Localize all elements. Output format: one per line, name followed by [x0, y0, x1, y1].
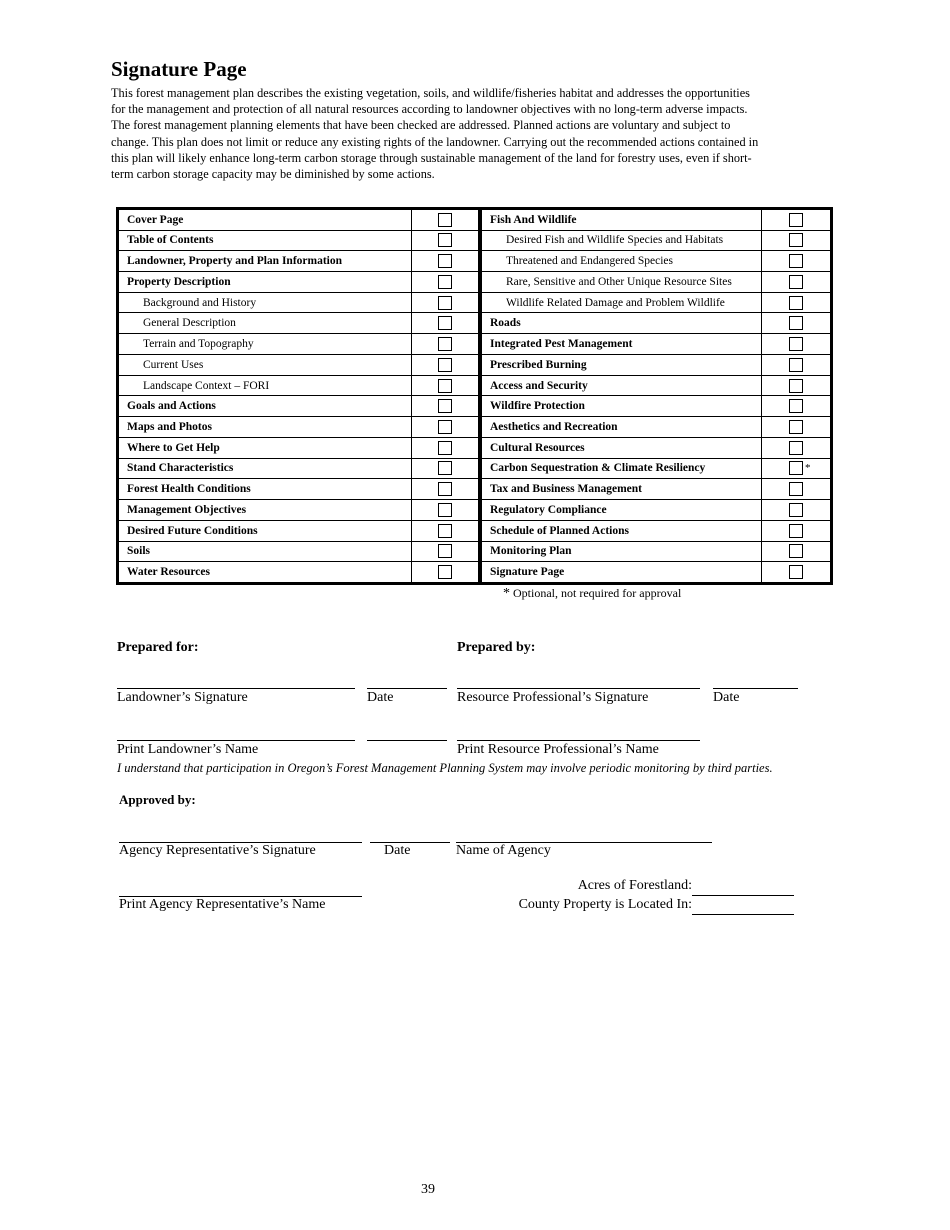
- print-landowner-date-line[interactable]: [367, 740, 447, 741]
- checkbox[interactable]: [438, 503, 452, 517]
- checklist-item-label: Cover Page: [119, 210, 412, 230]
- checklist-item-label: Roads: [482, 313, 762, 334]
- checklist-item-label: Schedule of Planned Actions: [482, 520, 762, 541]
- resource-date-line[interactable]: [713, 688, 798, 689]
- checkbox[interactable]: [438, 482, 452, 496]
- checklist-row: [119, 500, 478, 521]
- checkbox[interactable]: [438, 275, 452, 289]
- optional-note: [503, 586, 681, 602]
- checkbox[interactable]: [789, 358, 803, 372]
- checklist-checkbox-cell: [762, 230, 831, 251]
- checklist-checkbox-cell: [412, 417, 479, 438]
- checklist-checkbox-cell: [762, 562, 831, 582]
- checkbox[interactable]: [789, 254, 803, 268]
- monitoring-note: I understand that participation in Oregon’s Forest Management Planning System may involve periodic monitoring by third parties.: [117, 761, 773, 775]
- checkbox[interactable]: [789, 420, 803, 434]
- county-input-line[interactable]: [692, 914, 794, 915]
- checklist-checkbox-cell: [412, 437, 479, 458]
- checkbox[interactable]: [438, 316, 452, 330]
- checklist-item-label: Maps and Photos: [119, 417, 412, 438]
- checklist-checkbox-cell: [762, 417, 831, 438]
- checklist-row: [482, 396, 830, 417]
- checklist-row: [119, 562, 478, 582]
- checklist-checkbox-cell: [412, 562, 479, 582]
- checklist-item-label: Access and Security: [482, 375, 762, 396]
- checklist-row: [482, 354, 830, 375]
- checklist-checkbox-cell: [762, 334, 831, 355]
- checklist-checkbox-cell: [412, 396, 479, 417]
- checklist-row: [119, 230, 478, 251]
- checklist-row: [119, 334, 478, 355]
- checklist-row: [482, 272, 830, 293]
- checkbox[interactable]: [438, 358, 452, 372]
- checklist-checkbox-cell: [762, 458, 831, 479]
- checklist-item-label: Water Resources: [127, 566, 210, 579]
- county-label: County Property is Located In:: [518, 897, 692, 912]
- prepared-by-heading: Prepared by:: [457, 640, 536, 655]
- checklist-checkbox-cell: [762, 396, 831, 417]
- checklist-checkbox-cell: [412, 354, 479, 375]
- checkbox[interactable]: [438, 379, 452, 393]
- checklist-row: [119, 354, 478, 375]
- checklist-row: [119, 292, 478, 313]
- checklist-item-label: Aesthetics and Recreation: [482, 417, 762, 438]
- checklist-checkbox-cell: [412, 334, 479, 355]
- checklist-row: [119, 417, 478, 438]
- agency-signature-label: Agency Representative’s Signature: [119, 843, 316, 858]
- print-landowner-label: Print Landowner’s Name: [117, 742, 259, 757]
- checklist-item-label: Threatened and Endangered Species: [482, 251, 762, 272]
- checklist-row: [119, 520, 478, 541]
- checkbox[interactable]: [789, 565, 803, 579]
- checkbox[interactable]: [789, 275, 803, 289]
- checklist-item-label: Landowner, Property and Plan Information: [119, 251, 412, 272]
- checklist-checkbox-cell: [412, 272, 479, 293]
- checklist-row: [119, 479, 478, 500]
- checklist-checkbox-cell: [412, 479, 479, 500]
- checklist-item-label: Rare, Sensitive and Other Unique Resource Sites: [482, 272, 762, 293]
- resource-date-label: Date: [713, 690, 740, 705]
- checklist-right-column: [478, 210, 830, 582]
- checklist-row: [482, 417, 830, 438]
- checklist-row: [119, 375, 478, 396]
- checklist-item-label: Table of Contents: [119, 230, 412, 251]
- checklist-item-label: Current Uses: [119, 354, 412, 375]
- print-agency-label: Print Agency Representative’s Name: [119, 897, 326, 912]
- checklist-checkbox-cell: [762, 479, 831, 500]
- checklist-row: [119, 251, 478, 272]
- checklist-row: [119, 272, 478, 293]
- page-title: Signature Page: [111, 57, 247, 81]
- checklist-checkbox-cell: [412, 520, 479, 541]
- checklist-checkbox-cell: [412, 500, 479, 521]
- checkbox[interactable]: [438, 233, 452, 247]
- checkbox[interactable]: [438, 296, 452, 310]
- checklist-item-label: Desired Fish and Wildlife Species and Habitats: [482, 230, 762, 251]
- checkbox[interactable]: [789, 337, 803, 351]
- checklist-checkbox-cell: [762, 272, 831, 293]
- resource-signature-label: Resource Professional’s Signature: [457, 690, 649, 705]
- checklist-checkbox-cell: [762, 354, 831, 375]
- checkbox[interactable]: [789, 461, 803, 475]
- checklist-item-label: Landscape Context – FORI: [119, 375, 412, 396]
- checklist-item-label: General Description: [119, 313, 412, 334]
- checkbox[interactable]: [438, 461, 452, 475]
- checklist-checkbox-cell: [412, 292, 479, 313]
- checkbox[interactable]: [438, 399, 452, 413]
- checkbox[interactable]: [789, 544, 803, 558]
- checklist-checkbox-cell: [412, 313, 479, 334]
- checklist-row: [119, 437, 478, 458]
- agency-date-label: Date: [384, 843, 411, 858]
- checklist-row: [482, 458, 830, 479]
- checklist-checkbox-cell: [412, 230, 479, 251]
- checklist-item-label: Property Description: [119, 272, 412, 293]
- checkbox[interactable]: [438, 441, 452, 455]
- checklist-item-label: Forest Health Conditions: [119, 479, 412, 500]
- checklist-row: [119, 313, 478, 334]
- checklist-checkbox-cell: [762, 500, 831, 521]
- intro-paragraph: This forest management plan describes the existing vegetation, soils, and wildlife/fisheries habitat and addresses the opportunities for the management and protection of all natural resources according to landowner objectives with no long-term adverse impacts. The forest management planning elements that have been checked are addressed. Planned actions are voluntary and subject to change. This plan does not limit or reduce any existing rights of the landowner. Carrying out the recommended actions contained in this plan will likely enhance long-term carbon storage through sustainable management of the land for forestry uses, even if short-term carbon storage capacity may be diminished by some actions.: [111, 86, 759, 182]
- prepared-for-heading: Prepared for:: [117, 640, 199, 655]
- checklist-checkbox-cell: [762, 313, 831, 334]
- checkbox[interactable]: [789, 379, 803, 393]
- checkbox[interactable]: [438, 544, 452, 558]
- checklist-item-label: Carbon Sequestration & Climate Resiliency: [482, 458, 762, 479]
- plan-elements-checklist: [116, 207, 833, 585]
- checklist-item-label: Terrain and Topography: [119, 334, 412, 355]
- checklist-item-label: Wildfire Protection: [482, 396, 762, 417]
- checkbox[interactable]: [789, 296, 803, 310]
- checklist-item-label: Desired Future Conditions: [119, 520, 412, 541]
- agency-name-label: Name of Agency: [456, 843, 551, 858]
- checkbox[interactable]: [438, 213, 452, 227]
- checkbox[interactable]: [438, 254, 452, 268]
- optional-asterisk: *: [503, 586, 510, 601]
- checklist-row: [482, 292, 830, 313]
- checkbox[interactable]: [438, 565, 452, 579]
- landowner-date-label: Date: [367, 690, 394, 705]
- checklist-row: [119, 541, 478, 562]
- checklist-row: [482, 375, 830, 396]
- checkbox[interactable]: [789, 503, 803, 517]
- checklist-checkbox-cell: [762, 251, 831, 272]
- checklist-row: [482, 520, 830, 541]
- checkbox[interactable]: [789, 399, 803, 413]
- acres-input-line[interactable]: [692, 895, 794, 896]
- checkbox[interactable]: [789, 233, 803, 247]
- print-resource-label: Print Resource Professional’s Name: [457, 742, 659, 757]
- checklist-checkbox-cell: [762, 210, 831, 230]
- checkbox[interactable]: [789, 482, 803, 496]
- checklist-row: [482, 500, 830, 521]
- checklist-row: [482, 562, 830, 582]
- checklist-row: [482, 210, 830, 230]
- checklist-row: [482, 230, 830, 251]
- checkbox[interactable]: [438, 524, 452, 538]
- print-landowner-line[interactable]: [117, 740, 355, 741]
- checklist-item-label: Background and History: [119, 292, 412, 313]
- checklist-row: [119, 458, 478, 479]
- landowner-signature-label: Landowner’s Signature: [117, 690, 248, 705]
- print-resource-line[interactable]: [457, 740, 700, 741]
- checklist-item-label: Wildlife Related Damage and Problem Wildlife: [482, 292, 762, 313]
- checklist-item-label: Regulatory Compliance: [482, 500, 762, 521]
- checklist-item-label: Soils: [119, 541, 412, 562]
- optional-marker: *: [805, 462, 811, 475]
- resource-signature-line[interactable]: [457, 688, 700, 689]
- optional-note-text: Optional, not required for approval: [513, 586, 682, 600]
- checklist-item-label: Prescribed Burning: [482, 354, 762, 375]
- checklist-item-label: Stand Characteristics: [119, 458, 412, 479]
- checklist-checkbox-cell: [762, 375, 831, 396]
- checklist-item-label: Goals and Actions: [119, 396, 412, 417]
- checklist-item-label: Fish And Wildlife: [482, 210, 762, 230]
- checkbox[interactable]: [438, 337, 452, 351]
- checklist-left-column: [119, 210, 478, 582]
- checklist-checkbox-cell: [412, 375, 479, 396]
- checklist-checkbox-cell: [762, 520, 831, 541]
- checklist-item-label: Tax and Business Management: [482, 479, 762, 500]
- checklist-item-label: Management Objectives: [119, 500, 412, 521]
- checklist-item-label: Monitoring Plan: [482, 541, 762, 562]
- checklist-item-label: Signature Page: [490, 566, 565, 579]
- checklist-checkbox-cell: [412, 251, 479, 272]
- approved-by-heading: Approved by:: [119, 792, 196, 807]
- checklist-row: [482, 479, 830, 500]
- checklist-checkbox-cell: [762, 437, 831, 458]
- checklist-row: [482, 334, 830, 355]
- checklist-row: [119, 210, 478, 230]
- checklist-row: [482, 437, 830, 458]
- page-number: 39: [421, 1182, 435, 1197]
- checkbox[interactable]: [438, 420, 452, 434]
- checkbox[interactable]: [789, 213, 803, 227]
- landowner-date-line[interactable]: [367, 688, 447, 689]
- checklist-item-label: Cultural Resources: [482, 437, 762, 458]
- checklist-checkbox-cell: [412, 541, 479, 562]
- checklist-item-label: Where to Get Help: [119, 437, 412, 458]
- checkbox[interactable]: [789, 524, 803, 538]
- checkbox[interactable]: [789, 441, 803, 455]
- checklist-row: [482, 541, 830, 562]
- checklist-checkbox-cell: [412, 210, 479, 230]
- acres-label: Acres of Forestland:: [577, 878, 692, 893]
- checkbox[interactable]: [789, 316, 803, 330]
- checklist-checkbox-cell: [762, 292, 831, 313]
- checklist-row: [119, 396, 478, 417]
- checklist-checkbox-cell: [762, 541, 831, 562]
- landowner-signature-line[interactable]: [117, 688, 355, 689]
- checklist-row: [482, 251, 830, 272]
- checklist-row: [482, 313, 830, 334]
- checklist-item-label: Integrated Pest Management: [482, 334, 762, 355]
- checklist-checkbox-cell: [412, 458, 479, 479]
